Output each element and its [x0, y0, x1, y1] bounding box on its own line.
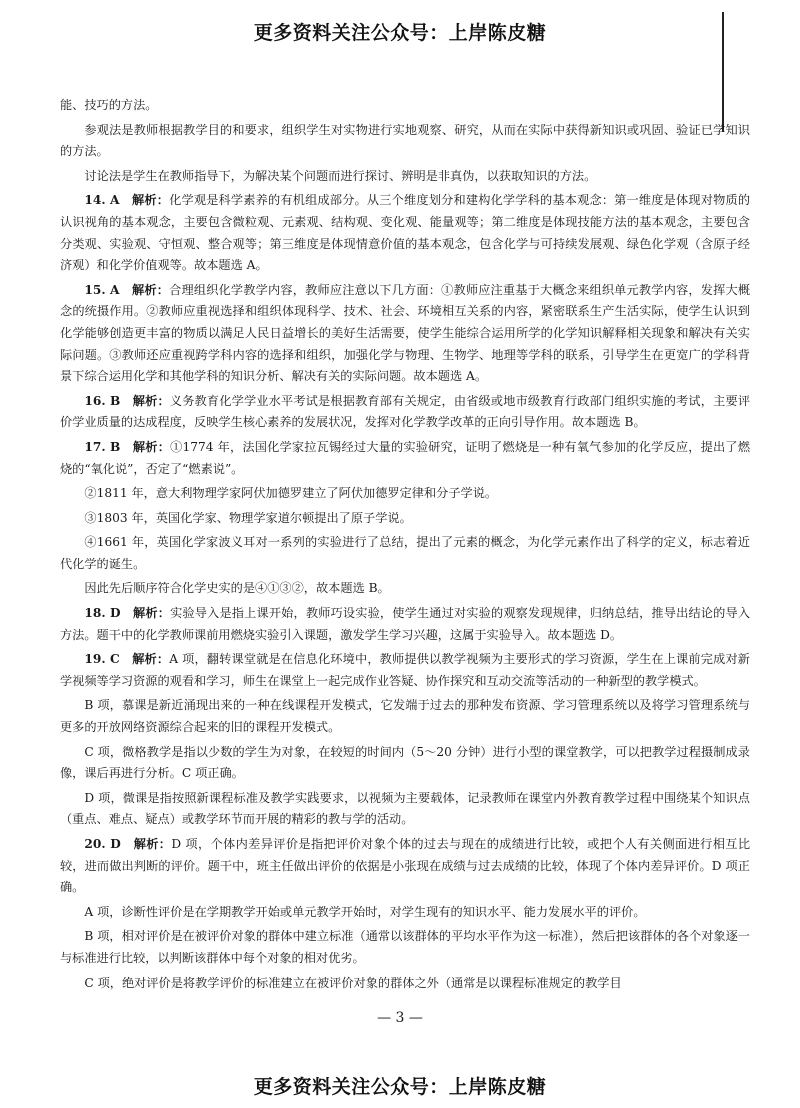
paragraph: C 项，微格教学是指以少数的学生为对象，在较短的时间内（5～20 分钟）进行小型的课堂教学，可以把教学过程摄制成录像，课后再进行分析。C 项正确。: [60, 744, 750, 781]
paragraph: ②1811 年，意大利物理学家阿伏加德罗建立了阿伏加德罗定律和分子学说。: [84, 486, 498, 501]
answer-label: 14. A 解析：: [84, 193, 170, 208]
paragraph: 因此先后顺序符合化学史实的是④①③②，故本题选 B。: [84, 581, 390, 596]
answer-19: 19. C 解析：A 项，翻转课堂就是在信息化环境中，教师提供以教学视频为主要形式的学习资源，学生在上课前完成对新学视频等学习资源的观看和学习，师生在课堂上一起完成作业答疑、协作探究和互动交流等活动的一种新型的教学模式。: [60, 652, 750, 688]
bottom-banner: 更多资料关注公众号：上岸陈皮糖: [253, 1076, 547, 1098]
answer-label: 19. C 解析：: [84, 652, 170, 667]
answer-14: 14. A 解析：化学观是科学素养的有机组成部分。从三个维度划分和建构化学学科的基本观念：第一维度是体现对物质的认识视角的基本观念，主要包含微粒观、元素观、结构观、变化观、能量观等；第二维度是体现技能方法的基本观念，主要包含分类观、实验观、守恒观、整合观等；第三维度是体现情意价值的基本观念，包含化学与可持续发展观、绿色化学观（含原子经济观）和化学价值观等。故本题选 A。: [60, 193, 751, 273]
paragraph: B 项，相对评价是在被评价对象的群体中建立标准（通常以该群体的平均水平作为这一标准），然后把该群体的各个对象逐一与标准进行比较，以判断该群体中每个对象的相对优劣。: [60, 929, 750, 965]
paragraph: B 项，慕课是新近涌现出来的一种在线课程开发模式，它发端于过去的那种发布资源、学习管理系统以及将学习管理系统与更多的开放网络资源综合起来的旧的课程开发模式。: [60, 698, 750, 735]
answer-label: 18. D 解析：: [84, 606, 171, 621]
answer-20: 20. D 解析：D 项，个体内差异评价是指把评价对象个体的过去与现在的成绩进行比较，或把个人有关侧面进行相互比较，进而做出判断的评价。题干中，班主任做出评价的依据是小张现在成绩与过去成绩的比较，体现了个体内差异评价。D 项正确。: [60, 837, 751, 895]
answer-18: 18. D 解析：实验导入是指上课开始，教师巧设实验，使学生通过对实验的观察发现规律，归纳总结，推导出结论的导入方法。题干中的化学教师课前用燃烧实验引入课题，激发学生学习兴趣，这属于实验导入。故本题选 D。: [60, 606, 751, 642]
answer-label: 16. B 解析：: [84, 393, 170, 408]
answer-15: 15. A 解析：合理组织化学教学内容，教师应注意以下几方面：①教师应注重基于大概念来组织单元教学内容，发挥大概念的统摄作用。②教师应重视选择和组织体现科学、技术、社会、环境相互关系的内容，紧密联系生产生活实际，使学生认识到化学能够创造更丰富的物质以满足人民日益增长的美好生活需要，使学生能综合运用所学的化学知识解释相关现象和解决有关实际问题。③教师还应重视跨学科内容的选择和组织，加强化学与物理、生物学、地理等学科的联系，引导学生在更宽广的学科背景下综合运用化学和其他学科的知识分析、解决有关的实际问题。故本题选 A。: [60, 282, 751, 384]
answer-label: 17. B 解析：: [84, 439, 171, 454]
page-body: [60, 95, 750, 997]
paragraph: ④1661 年，英国化学家波义耳对一系列的实验进行了总结，提出了元素的概念，为化学元素作出了科学的定义，标志着近代化学的诞生。: [60, 535, 750, 571]
paragraph: C 项，绝对评价是将教学评价的标准建立在被评价对象的群体之外（通常是以课程标准规定的教学目: [84, 975, 622, 990]
paragraph: ③1803 年，英国化学家、物理学家道尔顿提出了原子学说。: [84, 510, 412, 525]
page-number: — 3 —: [377, 1010, 423, 1026]
answer-label: 20. D 解析：: [84, 837, 172, 851]
paragraph: 参观法是教师根据教学目的和要求，组织学生对实物进行实地观察、研究，从而在实际中获得新知识或巩固、验证已学知识的方法。: [60, 122, 750, 159]
paragraph: 能、技巧的方法。: [60, 98, 158, 112]
answer-16: 16. B 解析：义务教育化学学业水平考试是根据教育部有关规定，由省级或地市级教育行政部门组织实施的考试，主要评价学业质量的达成程度，反映学生核心素养的发展状况，发挥对化学教学改革的正向引导作用。故本题选 B。: [60, 393, 751, 430]
answer-label: 15. A 解析：: [84, 282, 170, 297]
answer-17: 17. B 解析：①1774 年，法国化学家拉瓦锡经过大量的实验研究，证明了燃烧是一种有氧气参加的化学反应，提出了燃烧的“氧化说”，否定了“燃素说”。: [60, 439, 751, 476]
paragraph: 讨论法是学生在教师指导下，为解决某个问题而进行探讨、辨明是非真伪，以获取知识的方法。: [84, 168, 597, 183]
paragraph: A 项，诊断性评价是在学期教学开始或单元教学开始时，对学生现有的知识水平、能力发展水平的评价。: [84, 904, 646, 919]
paragraph: D 项，微课是指按照新课程标准及教学实践要求，以视频为主要载体，记录教师在课堂内外教育教学过程中围绕某个知识点（重点、难点、疑点）或教学环节而开展的精彩的教与学的活动。: [60, 790, 750, 827]
top-banner: 更多资料关注公众号：上岸陈皮糖: [253, 22, 547, 44]
